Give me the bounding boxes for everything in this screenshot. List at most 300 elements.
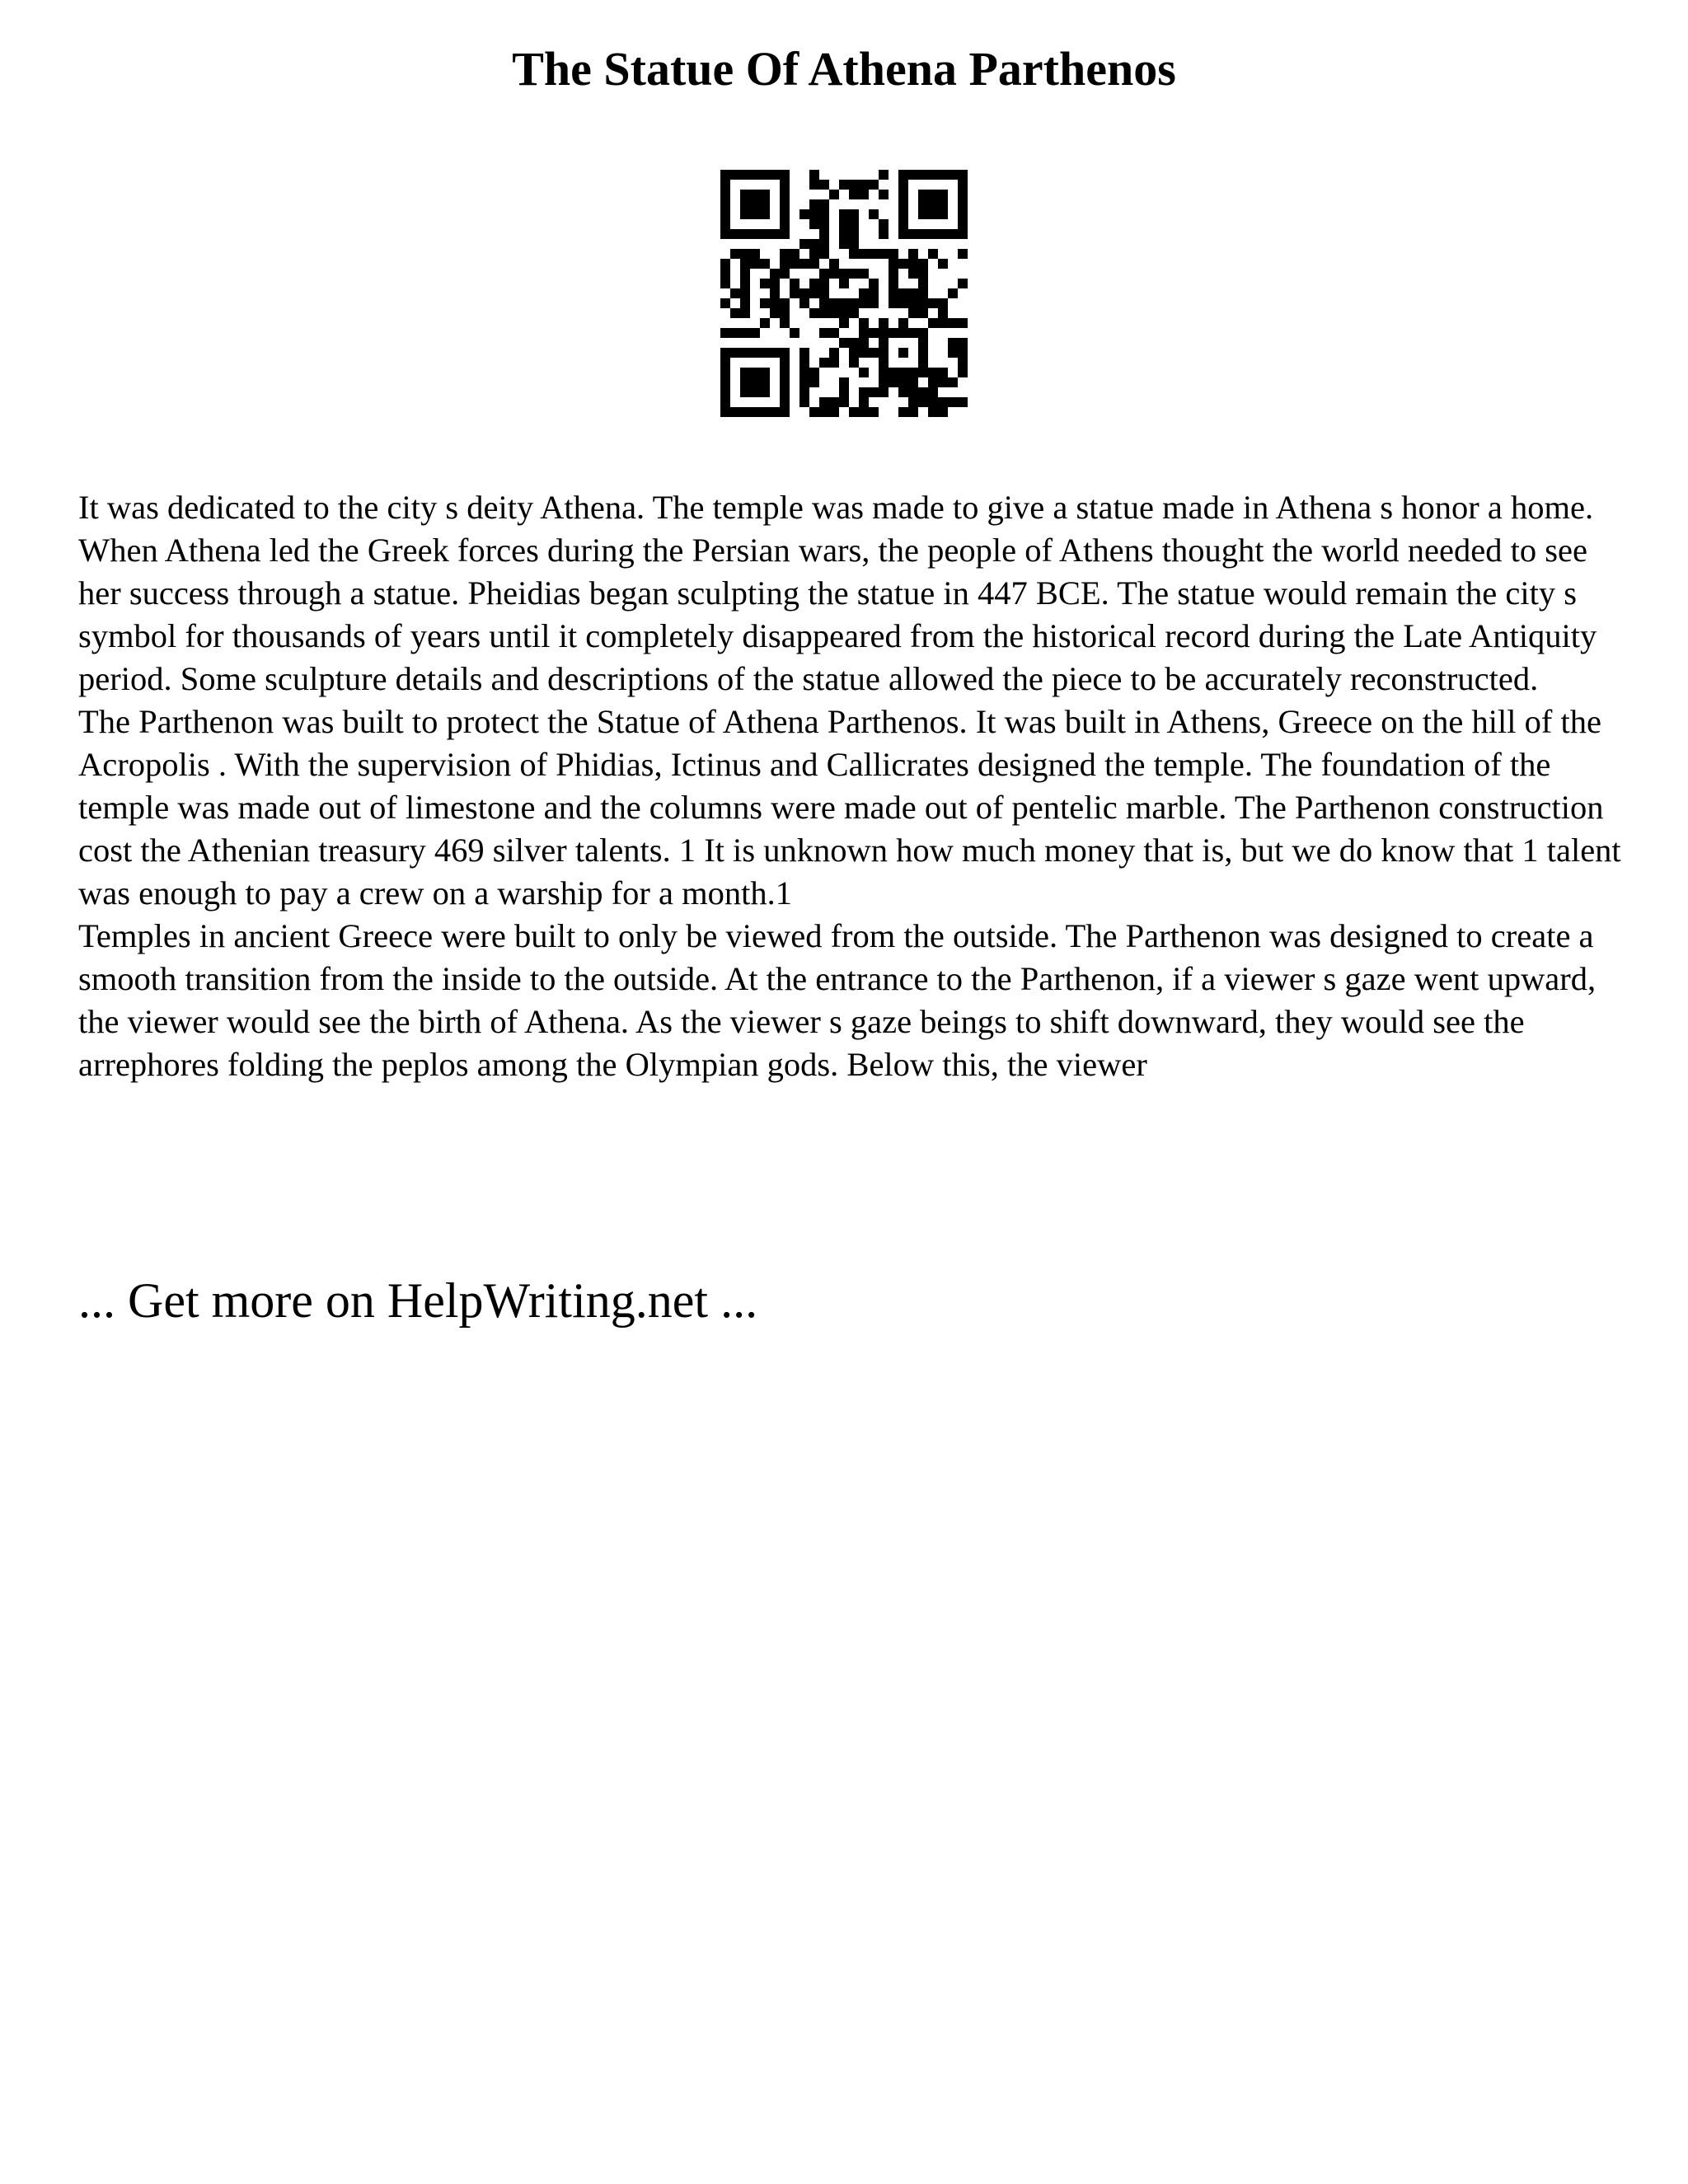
qr-module: [948, 318, 958, 328]
qr-module: [720, 269, 730, 279]
qr-module: [859, 269, 869, 279]
qr-module: [799, 397, 809, 407]
qr-module: [819, 397, 829, 407]
qr-module: [918, 170, 928, 180]
qr-module: [928, 190, 938, 199]
qr-module: [849, 239, 859, 249]
qr-module: [918, 298, 928, 308]
qr-module: [740, 170, 750, 180]
qr-module: [730, 170, 740, 180]
qr-module: [918, 308, 928, 318]
qr-module: [918, 288, 928, 298]
qr-module: [760, 279, 770, 288]
qr-module: [879, 387, 889, 397]
qr-module: [780, 180, 790, 190]
qr-module: [760, 298, 770, 308]
qr-module: [760, 377, 770, 387]
qr-module: [780, 387, 790, 397]
qr-module: [829, 328, 839, 338]
qr-module: [780, 348, 790, 358]
qr-module: [750, 249, 760, 259]
qr-module: [750, 387, 760, 397]
qr-module: [938, 407, 948, 417]
paragraph-1: It was dedicated to the city s deity Athena. The temple was made to give a statue made in Athena s honor a home. When Athena led the Greek forces during the Persian wars, the people of Athens thought the world needed to see her success through a statue. Pheidias began sculpting the statue in 447 BCE. The statue would remain the city s symbol for thousands of years until it completely disappeared from the historical record during the Late Antiquity period. Some sculpture details and descriptions of the statue allowed the piece to be accurately reconstructed.: [78, 489, 1597, 697]
qr-module: [898, 199, 908, 209]
qr-module: [918, 279, 928, 288]
qr-module: [898, 170, 908, 180]
qr-module: [938, 308, 948, 318]
qr-module: [859, 348, 869, 358]
qr-module: [740, 269, 750, 279]
qr-module: [839, 318, 849, 328]
qr-module: [928, 170, 938, 180]
qr-module: [928, 377, 938, 387]
qr-module: [790, 328, 799, 338]
qr-module: [809, 308, 819, 318]
qr-module: [760, 170, 770, 180]
qr-module: [958, 209, 968, 219]
qr-module: [859, 338, 869, 348]
qr-module: [879, 328, 889, 338]
qr-module: [720, 407, 730, 417]
qr-module: [879, 348, 889, 358]
qr-module: [770, 229, 780, 239]
qr-module: [819, 269, 829, 279]
qr-module: [879, 318, 889, 328]
qr-module: [898, 229, 908, 239]
qr-module: [948, 397, 958, 407]
qr-module: [918, 338, 928, 348]
qr-module: [938, 209, 948, 219]
qr-module: [720, 180, 730, 190]
qr-module: [720, 298, 730, 308]
qr-module: [879, 368, 889, 377]
qr-module: [839, 377, 849, 387]
qr-module: [908, 288, 918, 298]
qr-module: [889, 249, 898, 259]
qr-module: [859, 328, 869, 338]
qr-module: [869, 288, 879, 298]
qr-module: [780, 209, 790, 219]
qr-module: [958, 279, 968, 288]
qr-module: [720, 259, 730, 269]
qr-module: [740, 387, 750, 397]
qr-module: [908, 249, 918, 259]
qr-module: [958, 249, 968, 259]
qr-module: [819, 219, 829, 229]
qr-module: [799, 298, 809, 308]
qr-module: [849, 269, 859, 279]
qr-module: [760, 407, 770, 417]
qr-module: [849, 249, 859, 259]
qr-module: [780, 368, 790, 377]
qr-module: [760, 259, 770, 269]
qr-module: [829, 358, 839, 368]
qr-module: [740, 298, 750, 308]
qr-module: [928, 397, 938, 407]
qr-module: [750, 170, 760, 180]
qr-module: [839, 298, 849, 308]
qr-module: [750, 377, 760, 387]
qr-module: [898, 180, 908, 190]
qr-module: [770, 170, 780, 180]
qr-module: [760, 318, 770, 328]
qr-module: [849, 338, 859, 348]
qr-module: [819, 229, 829, 239]
qr-module: [770, 288, 780, 298]
qr-module: [809, 368, 819, 377]
qr-module: [898, 190, 908, 199]
qr-module: [799, 387, 809, 397]
qr-module: [958, 199, 968, 209]
qr-module: [869, 298, 879, 308]
qr-module: [819, 249, 829, 259]
qr-module: [849, 348, 859, 358]
qr-module: [938, 170, 948, 180]
qr-module: [879, 377, 889, 387]
qr-module: [819, 328, 829, 338]
qr-module: [760, 190, 770, 199]
qr-module: [760, 209, 770, 219]
qr-module: [750, 407, 760, 417]
qr-module: [839, 180, 849, 190]
qr-module: [809, 219, 819, 229]
qr-module: [898, 387, 908, 397]
qr-module: [869, 279, 879, 288]
qr-module: [770, 308, 780, 318]
qr-module: [928, 407, 938, 417]
qr-module: [918, 259, 928, 269]
qr-module: [770, 269, 780, 279]
qr-module: [799, 288, 809, 298]
qr-module: [908, 298, 918, 308]
qr-module: [928, 387, 938, 397]
qr-module: [740, 209, 750, 219]
qr-module: [958, 397, 968, 407]
qr-module: [908, 368, 918, 377]
qr-module: [760, 199, 770, 209]
qr-module: [849, 407, 859, 417]
qr-module: [908, 328, 918, 338]
qr-module: [740, 377, 750, 387]
qr-module: [740, 259, 750, 269]
body-text: [78, 486, 1628, 1086]
qr-module: [918, 328, 928, 338]
qr-module: [908, 397, 918, 407]
qr-module: [889, 288, 898, 298]
qr-module: [908, 308, 918, 318]
qr-module: [809, 209, 819, 219]
qr-module: [780, 377, 790, 387]
qr-module: [819, 209, 829, 219]
qr-module: [740, 279, 750, 288]
qr-module: [908, 259, 918, 269]
qr-module: [720, 328, 730, 338]
qr-module: [908, 377, 918, 387]
qr-module: [730, 249, 740, 259]
qr-module: [908, 269, 918, 279]
qr-module: [780, 407, 790, 417]
get-more-link[interactable]: ... Get more on HelpWriting.net ...: [78, 1273, 758, 1328]
qr-module: [780, 298, 790, 308]
qr-module: [799, 358, 809, 368]
qr-module: [849, 219, 859, 229]
qr-module: [839, 239, 849, 249]
qr-module: [879, 338, 889, 348]
qr-module: [809, 288, 819, 298]
qr-module: [790, 259, 799, 269]
qr-module: [928, 298, 938, 308]
qr-module: [958, 368, 968, 377]
qr-module: [809, 249, 819, 259]
qr-module: [819, 199, 829, 209]
qr-module: [908, 387, 918, 397]
qr-module: [928, 209, 938, 219]
qr-module: [889, 298, 898, 308]
qr-module: [730, 348, 740, 358]
qr-module: [918, 397, 928, 407]
qr-module: [799, 377, 809, 387]
qr-module: [938, 259, 948, 269]
qr-module: [720, 209, 730, 219]
qr-module: [958, 358, 968, 368]
qr-module: [898, 288, 908, 298]
qr-module: [730, 407, 740, 417]
qr-module: [730, 229, 740, 239]
page-title: The Statue Of Athena Parthenos: [512, 42, 1176, 96]
qr-module: [839, 397, 849, 407]
qr-module: [809, 170, 819, 180]
qr-module: [720, 190, 730, 199]
qr-module: [720, 397, 730, 407]
qr-module: [889, 269, 898, 279]
qr-module: [809, 259, 819, 269]
qr-module: [839, 229, 849, 239]
qr-module: [780, 269, 790, 279]
qr-module: [839, 269, 849, 279]
qr-module: [819, 407, 829, 417]
qr-module: [859, 318, 869, 328]
qr-module: [819, 308, 829, 318]
qr-module: [790, 279, 799, 288]
qr-module: [819, 239, 829, 249]
qr-module: [869, 209, 879, 219]
qr-module: [819, 298, 829, 308]
qr-module: [829, 308, 839, 318]
qr-module: [938, 229, 948, 239]
qr-module: [859, 190, 869, 199]
qr-module: [730, 328, 740, 338]
qr-module: [829, 298, 839, 308]
qr-module: [829, 407, 839, 417]
qr-module: [859, 407, 869, 417]
qr-module: [780, 229, 790, 239]
qr-module: [760, 348, 770, 358]
qr-module: [750, 328, 760, 338]
qr-module: [770, 279, 780, 288]
qr-module: [869, 387, 879, 397]
qr-module: [879, 190, 889, 199]
qr-module: [829, 397, 839, 407]
qr-module: [918, 209, 928, 219]
qr-module: [889, 368, 898, 377]
qr-module: [948, 170, 958, 180]
qr-module: [859, 249, 869, 259]
qr-module: [740, 328, 750, 338]
qr-module: [879, 358, 889, 368]
qr-module: [898, 368, 908, 377]
qr-module: [809, 199, 819, 209]
qr-module: [720, 358, 730, 368]
qr-module: [879, 229, 889, 239]
qr-module: [889, 377, 898, 387]
qr-module: [760, 368, 770, 377]
qr-module: [938, 368, 948, 377]
qr-module: [889, 259, 898, 269]
qr-module: [908, 170, 918, 180]
qr-module: [898, 298, 908, 308]
qr-module: [839, 209, 849, 219]
qr-module: [750, 259, 760, 269]
qr-module: [948, 348, 958, 358]
paragraph-3: Temples in ancient Greece were built to only be viewed from the outside. The Parthenon was designed to create a smooth transition from the inside to the outside. At the entrance to the Parthenon, if a viewer s gaze went upward, the viewer would see the birth of Athena. As the viewer s gaze beings to shift downward, they would see the arrephores folding the peplos among the Olympian gods. Below this, the viewer: [78, 917, 1597, 1083]
qr-module: [918, 358, 928, 368]
qr-module: [720, 377, 730, 387]
qr-module: [780, 259, 790, 269]
qr-module: [958, 190, 968, 199]
qr-module: [750, 190, 760, 199]
qr-module: [889, 328, 898, 338]
qr-module: [760, 387, 770, 397]
qr-module: [740, 190, 750, 199]
qr-module: [740, 348, 750, 358]
qr-module: [859, 180, 869, 190]
qr-module: [839, 387, 849, 397]
qr-module: [799, 239, 809, 249]
qr-module: [720, 348, 730, 358]
qr-module: [938, 318, 948, 328]
qr-module: [730, 288, 740, 298]
qr-module: [809, 180, 819, 190]
qr-module: [819, 279, 829, 288]
qr-module: [829, 348, 839, 358]
qr-module: [770, 407, 780, 417]
qr-module: [740, 249, 750, 259]
qr-module: [780, 358, 790, 368]
qr-module: [750, 229, 760, 239]
qr-module: [780, 199, 790, 209]
qr-module: [790, 249, 799, 259]
qr-module: [918, 387, 928, 397]
qr-module: [958, 338, 968, 348]
qr-module: [869, 407, 879, 417]
qr-module: [898, 348, 908, 358]
qr-module: [799, 209, 809, 219]
qr-module: [958, 348, 968, 358]
qr-module: [809, 239, 819, 249]
qr-module: [750, 209, 760, 219]
qr-module: [720, 170, 730, 180]
qr-module: [760, 229, 770, 239]
qr-module: [958, 229, 968, 239]
qr-module: [869, 180, 879, 190]
qr-module: [928, 199, 938, 209]
qr-module: [898, 219, 908, 229]
qr-module: [740, 288, 750, 298]
qr-module: [879, 170, 889, 180]
qr-module: [829, 259, 839, 269]
qr-module: [740, 308, 750, 318]
qr-module: [918, 368, 928, 377]
qr-module: [780, 308, 790, 318]
qr-module: [859, 387, 869, 397]
qr-module: [859, 368, 869, 377]
qr-module: [948, 229, 958, 239]
qr-code-icon: [720, 170, 968, 417]
qr-module: [740, 199, 750, 209]
qr-module: [790, 288, 799, 298]
qr-module: [918, 229, 928, 239]
qr-module: [918, 348, 928, 358]
qr-module: [740, 407, 750, 417]
qr-module: [938, 199, 948, 209]
qr-module: [780, 219, 790, 229]
qr-module: [938, 190, 948, 199]
qr-module: [730, 308, 740, 318]
qr-module: [928, 229, 938, 239]
qr-module: [849, 180, 859, 190]
qr-module: [898, 318, 908, 328]
qr-module: [928, 368, 938, 377]
qr-module: [958, 219, 968, 229]
qr-module: [750, 348, 760, 358]
qr-module: [740, 368, 750, 377]
qr-module: [849, 190, 859, 199]
qr-module: [908, 407, 918, 417]
qr-module: [849, 298, 859, 308]
qr-module: [898, 209, 908, 219]
qr-module: [720, 279, 730, 288]
paragraph-2: The Parthenon was built to protect the Statue of Athena Parthenos. It was built in Athens, Greece on the hill of the Acropolis . With the supervision of Phidias, Ictinus and Callicrates designed the temple. The foundation of the temple was made out of limestone and the columns were made out of pentelic marble. The Parthenon construction cost the Athenian treasury 469 silver talents. 1 It is unknown how much money that is, but we do know that 1 talent was enough to pay a crew on a warship for a month.1: [78, 703, 1621, 912]
qr-module: [958, 180, 968, 190]
qr-module: [928, 318, 938, 328]
qr-module: [889, 279, 898, 288]
qr-module: [770, 348, 780, 358]
qr-module: [849, 229, 859, 239]
qr-module: [720, 219, 730, 229]
qr-module: [898, 259, 908, 269]
qr-module: [918, 190, 928, 199]
qr-module: [829, 190, 839, 199]
qr-module: [869, 249, 879, 259]
qr-module: [720, 229, 730, 239]
qr-module: [948, 377, 958, 387]
qr-module: [750, 199, 760, 209]
qr-module: [918, 199, 928, 209]
qr-module: [928, 249, 938, 259]
qr-module: [918, 269, 928, 279]
qr-module: [740, 229, 750, 239]
qr-module: [849, 358, 859, 368]
qr-module: [879, 219, 889, 229]
qr-module: [809, 377, 819, 387]
qr-module: [849, 308, 859, 318]
qr-module: [948, 338, 958, 348]
qr-module: [809, 407, 819, 417]
qr-module: [869, 328, 879, 338]
qr-module: [780, 170, 790, 180]
qr-module: [938, 397, 948, 407]
